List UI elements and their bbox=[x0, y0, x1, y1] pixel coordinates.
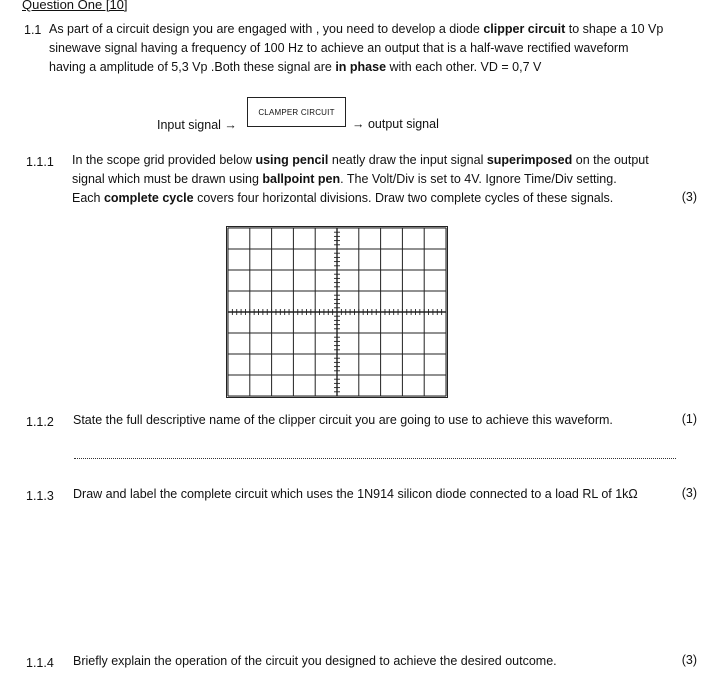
q11-line-3: having a amplitude of 5,3 Vp .Both these signal are in phase with each other. VD = 0,7 V bbox=[49, 60, 542, 74]
question-heading: Question One [10] bbox=[22, 0, 128, 12]
q112-number: 1.1.2 bbox=[26, 415, 54, 429]
q11-line-1: As part of a circuit design you are engaged with , you need to develop a diode clipper circuit to shape a 10 Vp bbox=[49, 22, 664, 36]
output-signal-label: → output signal bbox=[352, 117, 439, 131]
q111-line-2: signal which must be drawn using ballpoint pen. The Volt/Div is set to 4V. Ignore Time/Div setting. bbox=[72, 172, 617, 186]
q111-line-3: Each complete cycle covers four horizontal divisions. Draw two complete cycles of these signals. bbox=[72, 191, 614, 205]
q111-number: 1.1.1 bbox=[26, 155, 54, 169]
q113-text: Draw and label the complete circuit which uses the 1N914 silicon diode connected to a load RL of 1kΩ bbox=[73, 487, 638, 501]
q112-marks: (1) bbox=[681, 412, 697, 426]
q113-marks: (3) bbox=[681, 486, 697, 500]
q11-line-2: sinewave signal having a frequency of 100 Hz to achieve an output that is a half-wave rectified waveform bbox=[49, 41, 629, 55]
q111-line-1: In the scope grid provided below using pencil neatly draw the input signal superimposed on the output bbox=[72, 153, 649, 167]
q11-number: 1.1 bbox=[24, 23, 42, 37]
q114-number: 1.1.4 bbox=[26, 656, 54, 670]
q114-text: Briefly explain the operation of the circuit you designed to achieve the desired outcome. bbox=[73, 654, 557, 668]
q111-marks: (3) bbox=[681, 190, 697, 204]
scope-grid[interactable] bbox=[226, 226, 448, 398]
input-signal-label: Input signal → bbox=[157, 118, 237, 132]
answer-line[interactable] bbox=[74, 450, 676, 459]
clamper-circuit-box: CLAMPER CIRCUIT bbox=[247, 97, 346, 127]
q114-marks: (3) bbox=[681, 653, 697, 667]
q112-text: State the full descriptive name of the clipper circuit you are going to use to achieve this waveform. bbox=[73, 413, 613, 427]
q113-number: 1.1.3 bbox=[26, 489, 54, 503]
